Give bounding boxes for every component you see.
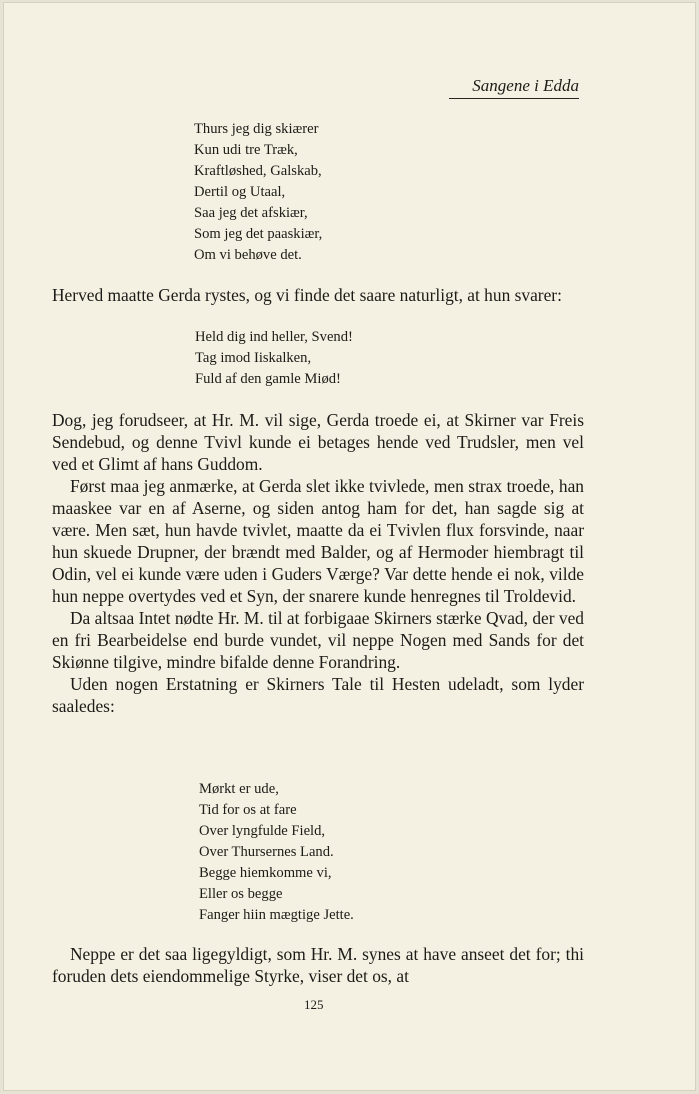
verse-line: Tid for os at fare bbox=[199, 802, 297, 818]
prose-block-2 bbox=[52, 409, 584, 717]
verse-line: Over lyngfulde Field, bbox=[199, 823, 326, 839]
verse-line: Saa jeg det afskiær, bbox=[194, 205, 308, 221]
verse-line: Kun udi tre Træk, bbox=[194, 142, 298, 158]
verse-line: Mørkt er ude, bbox=[199, 781, 279, 797]
verse-block-1 bbox=[194, 119, 322, 266]
prose-block-1 bbox=[52, 284, 584, 306]
verse-line: Fanger hiin mægtige Jette. bbox=[199, 907, 354, 923]
paragraph: Da altsaa Intet nødte Hr. M. til at forbigaae Skirners stærke Qvad, der ved en fri Bearbeidelse end burde vundet, vil neppe Nogen med Sands for det Skiønne tilgive, mindre bifalde denne Forandring. bbox=[52, 608, 584, 672]
verse-block-3 bbox=[199, 779, 354, 926]
prose-block-3 bbox=[52, 943, 584, 987]
paragraph: Uden nogen Erstatning er Skirners Tale til Hesten udeladt, som lyder saaledes: bbox=[52, 674, 584, 716]
paragraph: Herved maatte Gerda rystes, og vi finde det saare naturligt, at hun svarer: bbox=[52, 285, 562, 305]
paragraph: Neppe er det saa ligegyldigt, som Hr. M. synes at have anseet det for; thi foruden dets eiendommelige Styrke, viser det os, at bbox=[52, 944, 584, 986]
page-number: 125 bbox=[304, 997, 324, 1012]
verse-block-2 bbox=[195, 327, 353, 390]
verse-line: Fuld af den gamle Miød! bbox=[195, 371, 341, 387]
verse-line: Eller os begge bbox=[199, 886, 283, 902]
verse-line: Dertil og Utaal, bbox=[194, 184, 286, 200]
verse-line: Held dig ind heller, Svend! bbox=[195, 329, 353, 345]
running-header: Sangene i Edda bbox=[449, 76, 579, 99]
verse-line: Begge hiemkomme vi, bbox=[199, 865, 332, 881]
book-page bbox=[4, 3, 695, 1090]
verse-line: Thurs jeg dig skiærer bbox=[194, 121, 319, 137]
verse-line: Kraftløshed, Galskab, bbox=[194, 163, 322, 179]
verse-line: Over Thursernes Land. bbox=[199, 844, 334, 860]
verse-line: Om vi behøve det. bbox=[194, 247, 302, 263]
verse-line: Som jeg det paaskiær, bbox=[194, 226, 323, 242]
verse-line: Tag imod Iiskalken, bbox=[195, 350, 312, 366]
paragraph: Dog, jeg forudseer, at Hr. M. vil sige, Gerda troede ei, at Skirner var Freis Sendebud, og denne Tvivl kunde ei betages hende ved Trudsler, men vel ved et Glimt af hans Guddom. bbox=[52, 410, 584, 474]
paragraph: Først maa jeg anmærke, at Gerda slet ikke tvivlede, men strax troede, han maaskee var en af Aserne, og siden antog ham for det, han sagde sig at være. Men sæt, hun havde tvivlet, maatte da ei Tvivlen flux forsvinde, naar hun skuede Drupner, der brændt med Balder, og af Hermoder hiembragt til Odin, vel ei kunde være uden i Guders Værge? Var dette hende ei nok, vilde hun neppe overtydes ved et Syn, der snarere kunde henregnes til Troldevid. bbox=[52, 476, 584, 606]
